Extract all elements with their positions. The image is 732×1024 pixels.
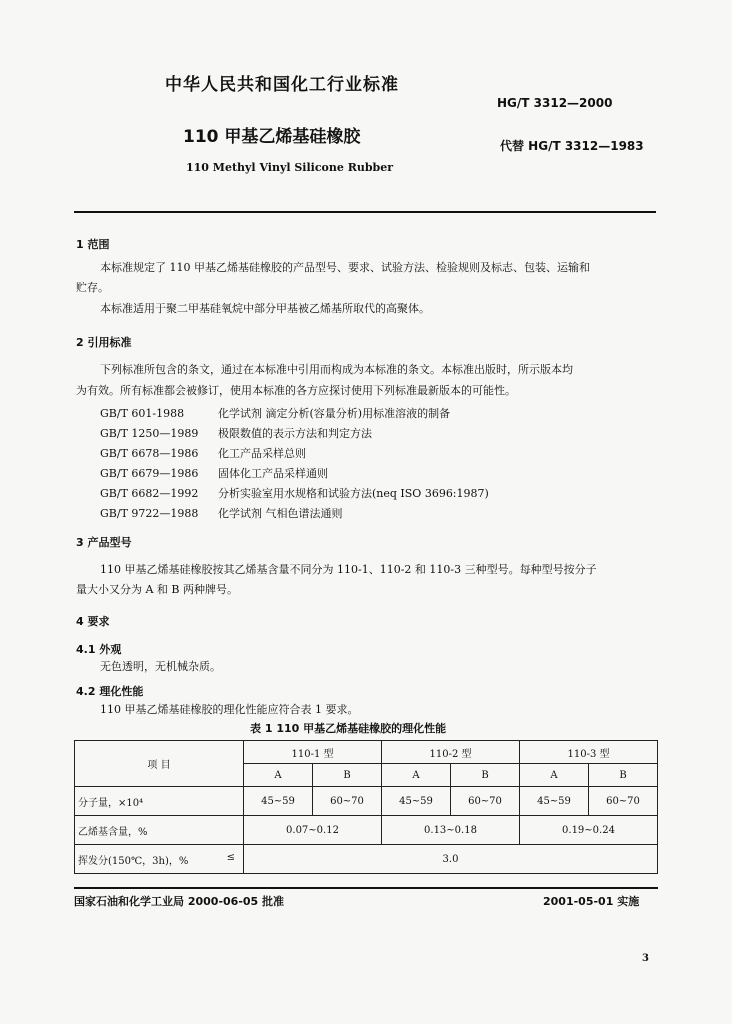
table-cell: 60~70 [451, 787, 520, 816]
table-header-type: 110-2 型 [382, 741, 520, 764]
table-cell: 45~59 [244, 787, 313, 816]
reference-code: GB/T 6682—1992 [100, 487, 199, 500]
document-title-en: 110 Methyl Vinyl Silicone Rubber [186, 161, 394, 174]
section-3-paragraph-line: 量大小又分为 A 和 B 两种牌号。 [76, 583, 239, 596]
reference-code: GB/T 1250—1989 [100, 427, 199, 440]
reference-item [100, 465, 328, 481]
reference-code: GB/T 601-1988 [100, 407, 185, 420]
row-label-text: 挥发分(150℃，3h)，% [78, 855, 189, 867]
table-header-item: 项 目 [75, 741, 244, 787]
reference-item [100, 505, 343, 521]
reference-title: 化学试剂 气相色谱法通则 [218, 507, 343, 520]
section-4-2-heading: 4.2 理化性能 [76, 685, 144, 698]
table-cell: 45~59 [520, 787, 589, 816]
reference-title: 分析实验室用水规格和试验方法(neq ISO 3696:1987) [218, 487, 489, 500]
table-header-grade: B [589, 764, 658, 787]
reference-item [100, 405, 450, 421]
table-cell: 60~70 [313, 787, 382, 816]
reference-code: GB/T 6678—1986 [100, 447, 199, 460]
reference-title: 极限数值的表示方法和判定方法 [218, 427, 372, 440]
section-1-paragraph-line: 本标准规定了 110 甲基乙烯基硅橡胶的产品型号、要求、试验方法、检验规则及标志、包装、运输和 [100, 261, 590, 274]
replaces-standard: 代替 HG/T 3312—1983 [500, 139, 644, 153]
footer-divider [74, 887, 658, 889]
table-header-grade: A [244, 764, 313, 787]
table-row [75, 787, 658, 816]
section-4-2-text: 110 甲基乙烯基硅橡胶的理化性能应符合表 1 要求。 [100, 703, 359, 716]
section-4-1-heading: 4.1 外观 [76, 643, 122, 656]
row-label [75, 845, 244, 874]
standard-number: HG/T 3312—2000 [497, 96, 613, 110]
reference-title: 化工产品采样总则 [218, 447, 306, 460]
section-2-paragraph-line: 下列标准所包含的条文，通过在本标准中引用而构成为本标准的条文。本标准出版时，所示版本均 [100, 363, 573, 376]
row-label: 分子量，×10⁴ [75, 787, 244, 816]
section-3-heading: 3 产品型号 [76, 536, 132, 549]
table-header-grade: A [382, 764, 451, 787]
table-header-grade: B [451, 764, 520, 787]
table-row [75, 816, 658, 845]
table-header-type: 110-3 型 [520, 741, 658, 764]
properties-table [74, 740, 658, 874]
table-cell: 0.19~0.24 [520, 816, 658, 845]
section-1-paragraph: 本标准适用于聚二甲基硅氧烷中部分甲基被乙烯基所取代的高聚体。 [100, 302, 430, 315]
table-cell: 3.0 [244, 845, 658, 874]
reference-title: 化学试剂 滴定分析(容量分析)用标准溶液的制备 [218, 407, 451, 420]
table-caption: 表 1 110 甲基乙烯基硅橡胶的理化性能 [250, 722, 447, 735]
section-4-heading: 4 要求 [76, 615, 110, 628]
table-cell: 0.07~0.12 [244, 816, 382, 845]
section-1-heading: 1 范围 [76, 238, 110, 251]
reference-item [100, 485, 489, 501]
reference-title: 固体化工产品采样通则 [218, 467, 328, 480]
row-label: 乙烯基含量，% [75, 816, 244, 845]
less-equal-symbol: ≤ [226, 851, 235, 863]
section-3-paragraph-line: 110 甲基乙烯基硅橡胶按其乙烯基含量不同分为 110-1、110-2 和 110-3 三种型号。每种型号按分子 [100, 563, 597, 576]
reference-code: GB/T 9722—1988 [100, 507, 199, 520]
section-2-paragraph-line: 为有效。所有标准都会被修订，使用本标准的各方应探讨使用下列标准最新版本的可能性。 [76, 384, 516, 397]
reference-code: GB/T 6679—1986 [100, 467, 199, 480]
implementation-date: 2001-05-01 实施 [543, 895, 640, 908]
document-title-cn: 110 甲基乙烯基硅橡胶 [183, 127, 361, 147]
table-cell: 45~59 [382, 787, 451, 816]
approval-note: 国家石油和化学工业局 2000-06-05 批准 [74, 895, 285, 908]
table-cell: 0.13~0.18 [382, 816, 520, 845]
section-1-paragraph-line: 贮存。 [76, 281, 109, 294]
reference-item [100, 425, 372, 441]
table-header-grade: A [520, 764, 589, 787]
reference-item [100, 445, 306, 461]
section-4-1-text: 无色透明，无机械杂质。 [100, 660, 221, 673]
table-row [75, 845, 658, 874]
table-header-grade: B [313, 764, 382, 787]
page-number: 3 [642, 953, 649, 964]
industry-standard-heading: 中华人民共和国化工行业标准 [165, 75, 399, 95]
header-divider [74, 211, 656, 213]
table-header-type: 110-1 型 [244, 741, 382, 764]
section-2-heading: 2 引用标准 [76, 336, 132, 349]
table-cell: 60~70 [589, 787, 658, 816]
